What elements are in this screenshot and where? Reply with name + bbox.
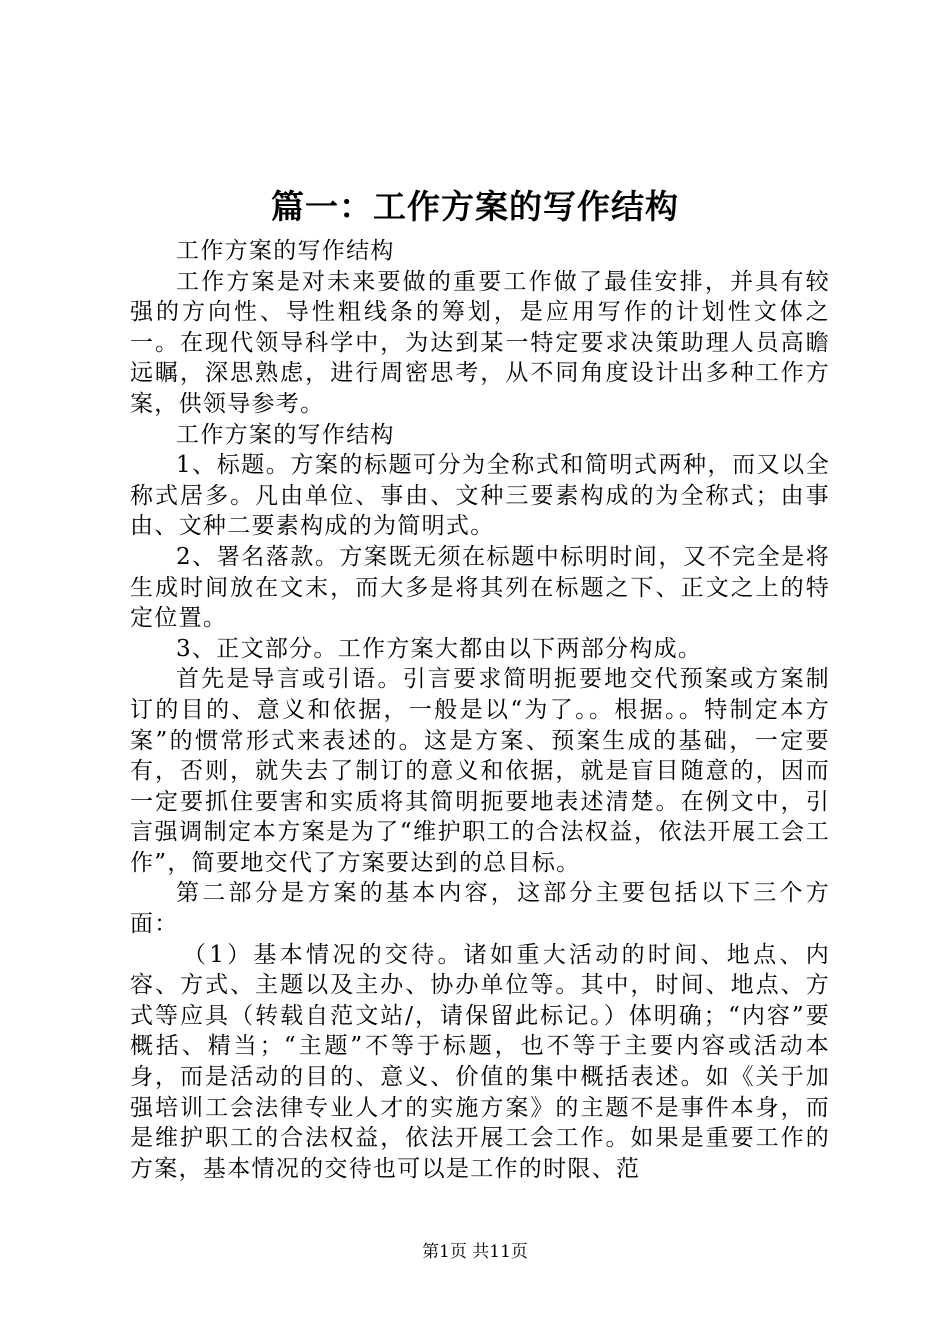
page-number-footer: 第1页 共11页 bbox=[422, 1242, 528, 1262]
body-paragraph: 1、标题。方案的标题可分为全称式和简明式两种，而又以全称式居多。凡由单位、事由、文种三要素构成的为全称式；由事由、文种二要素构成的为简明式。 bbox=[130, 452, 830, 540]
document-body bbox=[130, 236, 830, 1184]
body-paragraph: 2、署名落款。方案既无须在标题中标明时间，又不完全是将生成时间放在文末，而大多是将其列在标题之下、正文之上的特定位置。 bbox=[130, 543, 830, 632]
body-paragraph: 工作方案的写作结构 bbox=[176, 238, 395, 264]
body-paragraph: 首先是导言或引语。引言要求简明扼要地交代预案或方案制订的目的、意义和依据，一般是以“为了。。根据。。特制定本方案”的惯常形式来表述的。这是方案、预案生成的基础，一定要有，否则，就失去了制订的意义和依据，就是盲目随意的，因而一定要抓住要害和实质将其简明扼要地表述清楚。在例文中，引言强调制定本方案是为了“维护职工的合法权益，依法开展工会工作”，简要地交代了方案要达到的总目标。 bbox=[130, 666, 830, 876]
body-paragraph: 3、正文部分。工作方案大都由以下两部分构成。 bbox=[176, 635, 703, 662]
document-title: 篇一：工作方案的写作结构 bbox=[271, 187, 679, 226]
body-paragraph: 工作方案是对未来要做的重要工作做了最佳安排，并具有较强的方向性、导性粗线条的筹划，是应用写作的计划性文体之一。在现代领导科学中，为达到某一特定要求决策助理人员高瞻远瞩，深思熟虑，进行周密思考，从不同角度设计出多种工作方案，供领导参考。 bbox=[130, 268, 830, 417]
body-paragraph: （1）基本情况的交待。诸如重大活动的时间、地点、内容、方式、主题以及主办、协办单位等。其中，时间、地点、方式等应具（转载自范文站/，请保留此标记。）体明确；“内容”要概括、精当；“主题”不等于标题，也不等于主要内容或活动本身，而是活动的目的、意义、价值的集中概括表述。如《关于加强培训工会法律专业人才的实施方案》的主题不是事件本身，而是维护职工的合法权益，依法开展工会工作。如果是重要工作的方案，基本情况的交待也可以是工作的时限、范 bbox=[130, 941, 830, 1182]
body-paragraph: 工作方案的写作结构 bbox=[176, 421, 395, 448]
body-paragraph: 第二部分是方案的基本内容，这部分主要包括以下三个方面： bbox=[130, 880, 830, 938]
